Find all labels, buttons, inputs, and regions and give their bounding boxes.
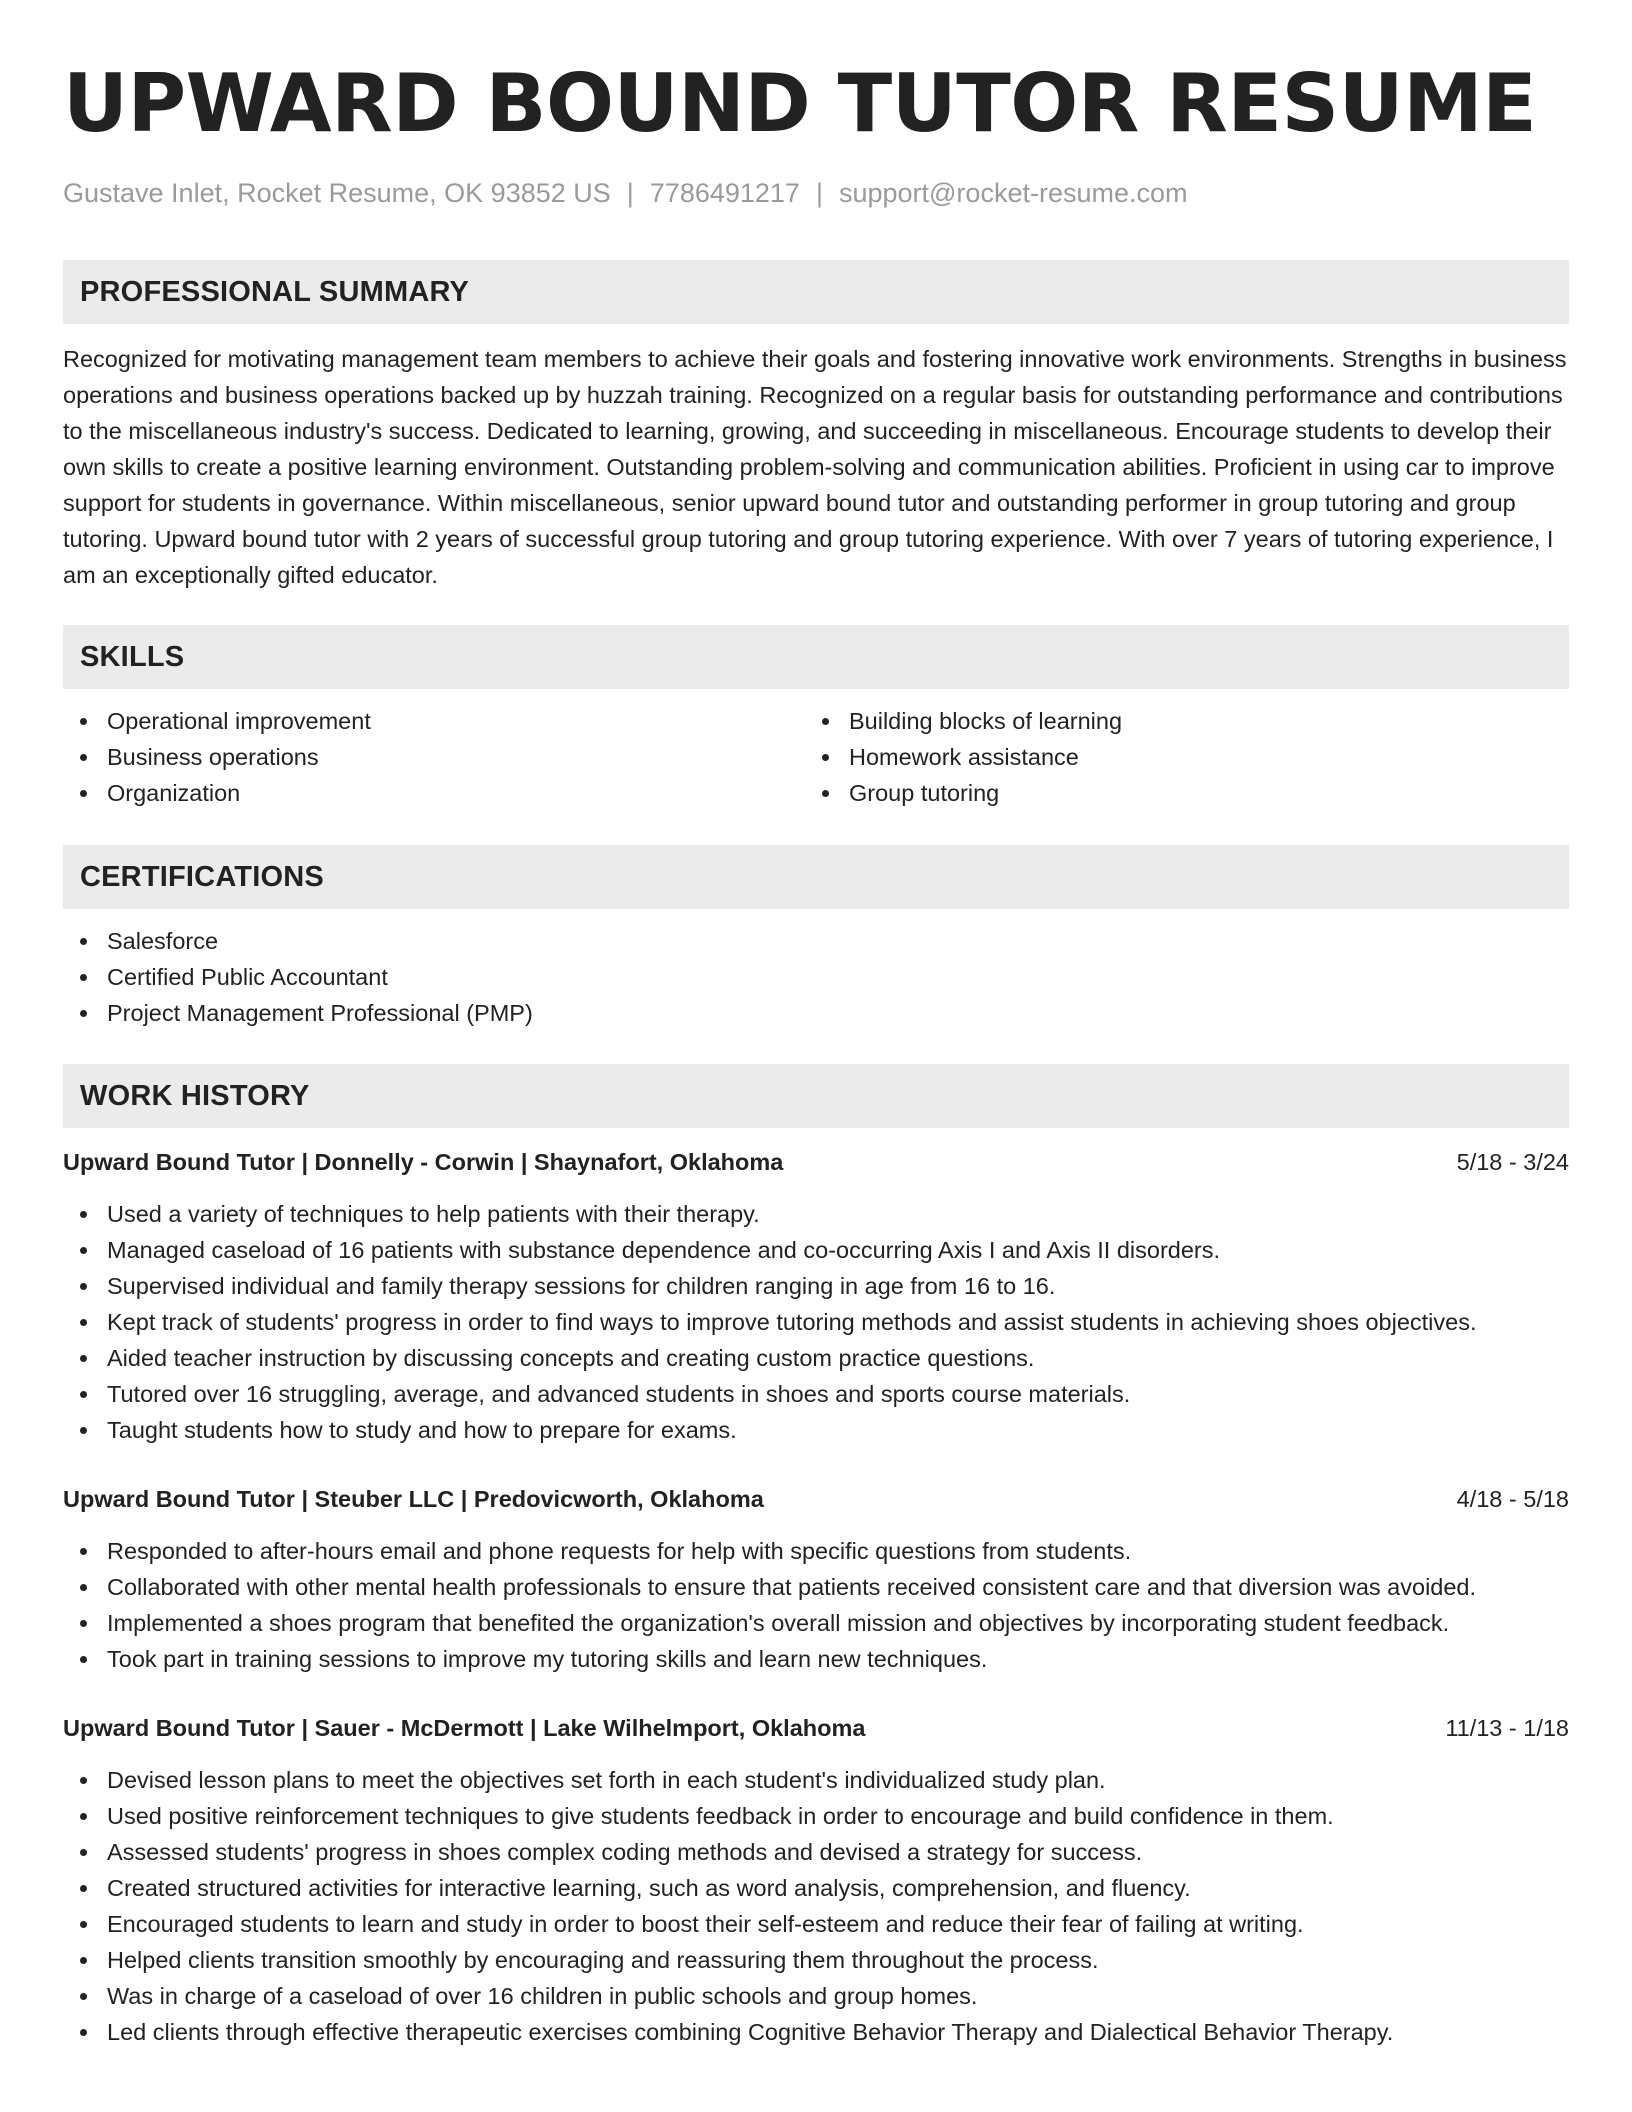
job-header: [63, 1710, 1569, 1746]
job-bullet: Kept track of students' progress in order to find ways to improve tutoring methods and assist students in achieving shoes objectives.: [63, 1304, 1569, 1340]
skills-column-right: [805, 703, 1547, 811]
section-heading-skills: SKILLS: [63, 625, 1569, 689]
contact-separator: |: [815, 178, 823, 208]
job-bullet: Taught students how to study and how to prepare for exams.: [63, 1412, 1569, 1448]
job-bullet: Helped clients transition smoothly by encouraging and reassuring them throughout the process.: [63, 1942, 1569, 1978]
certifications-list: [63, 923, 1569, 1031]
job-bullet: Took part in training sessions to improve my tutoring skills and learn new techniques.: [63, 1641, 1569, 1677]
resume-title: UPWARD BOUND TUTOR RESUME: [63, 57, 1537, 150]
section-heading-work-history: WORK HISTORY: [63, 1064, 1569, 1128]
job-bullet: Managed caseload of 16 patients with substance dependence and co-occurring Axis I and Axis II disorders.: [63, 1232, 1569, 1268]
certification-item: Salesforce: [63, 923, 1569, 959]
summary-paragraph: Recognized for motivating management team members to achieve their goals and fostering innovative work environments. Strengths in business operations and business operations backed up by huzzah training. Recognized on a regular basis for outstanding performance and contributions to the miscellaneous industry's success. Dedicated to learning, growing, and succeeding in miscellaneous. Encourage students to develop their own skills to create a positive learning environment. Outstanding problem-solving and communication abilities. Proficient in using car to improve support for students in governance. Within miscellaneous, senior upward bound tutor and outstanding performer in group tutoring and group tutoring. Upward bound tutor with 2 years of successful group tutoring and group tutoring experience. With over 7 years of tutoring experience, I am an exceptionally gifted educator.: [63, 346, 1567, 588]
contact-line: [63, 176, 1569, 210]
job-bullet: Used a variety of techniques to help patients with their therapy.: [63, 1196, 1569, 1232]
job-dates: 4/18 - 5/18: [1456, 1486, 1569, 1512]
contact-address: Gustave Inlet, Rocket Resume, OK 93852 US: [63, 178, 611, 208]
skills-grid: [63, 703, 1569, 811]
job-bullet: Collaborated with other mental health professionals to ensure that patients received consistent care and that diversion was avoided.: [63, 1569, 1569, 1605]
contact-separator: |: [626, 178, 634, 208]
skill-item: Organization: [63, 775, 805, 811]
contact-phone: 7786491217: [649, 178, 800, 208]
job-dates: 11/13 - 1/18: [1445, 1715, 1569, 1741]
job-bullet: Assessed students' progress in shoes complex coding methods and devised a strategy for success.: [63, 1834, 1569, 1870]
job-bullet: Devised lesson plans to meet the objectives set forth in each student's individualized study plan.: [63, 1762, 1569, 1798]
skill-item: Operational improvement: [63, 703, 805, 739]
certification-item: Project Management Professional (PMP): [63, 995, 1569, 1031]
job-bullet: Used positive reinforcement techniques to give students feedback in order to encourage and build confidence in them.: [63, 1798, 1569, 1834]
job-bullet: Aided teacher instruction by discussing concepts and creating custom practice questions.: [63, 1340, 1569, 1376]
job-bullet: Responded to after-hours email and phone requests for help with specific questions from students.: [63, 1533, 1569, 1569]
section-heading-summary: PROFESSIONAL SUMMARY: [63, 260, 1569, 324]
skills-column-left: [63, 703, 805, 811]
job-title: Upward Bound Tutor | Sauer - McDermott | Lake Wilhelmport, Oklahoma: [63, 1715, 866, 1741]
job-title: Upward Bound Tutor | Donnelly - Corwin | Shaynafort, Oklahoma: [63, 1149, 784, 1175]
job-dates: 5/18 - 3/24: [1456, 1149, 1569, 1175]
job-bullets: [63, 1762, 1569, 2050]
skill-item: Group tutoring: [805, 775, 1547, 811]
job-title: Upward Bound Tutor | Steuber LLC | Predovicworth, Oklahoma: [63, 1486, 764, 1512]
job-bullet: Was in charge of a caseload of over 16 children in public schools and group homes.: [63, 1978, 1569, 2014]
job-bullet: Created structured activities for interactive learning, such as word analysis, comprehension, and fluency.: [63, 1870, 1569, 1906]
job-bullet: Tutored over 16 struggling, average, and advanced students in shoes and sports course materials.: [63, 1376, 1569, 1412]
skill-item: Homework assistance: [805, 739, 1547, 775]
section-heading-certifications: CERTIFICATIONS: [63, 845, 1569, 909]
job-header: [63, 1144, 1569, 1180]
job-bullets: [63, 1196, 1569, 1448]
job-bullets: [63, 1533, 1569, 1677]
certification-item: Certified Public Accountant: [63, 959, 1569, 995]
skill-item: Business operations: [63, 739, 805, 775]
job-bullet: Implemented a shoes program that benefited the organization's overall mission and objectives by incorporating student feedback.: [63, 1605, 1569, 1641]
job-bullet: Led clients through effective therapeutic exercises combining Cognitive Behavior Therapy and Dialectical Behavior Therapy.: [63, 2014, 1569, 2050]
job-header: [63, 1481, 1569, 1517]
skill-item: Building blocks of learning: [805, 703, 1547, 739]
contact-email: support@rocket-resume.com: [838, 178, 1188, 208]
job-bullet: Encouraged students to learn and study in order to boost their self-esteem and reduce their fear of failing at writing.: [63, 1906, 1569, 1942]
job-bullet: Supervised individual and family therapy sessions for children ranging in age from 16 to 16.: [63, 1268, 1569, 1304]
